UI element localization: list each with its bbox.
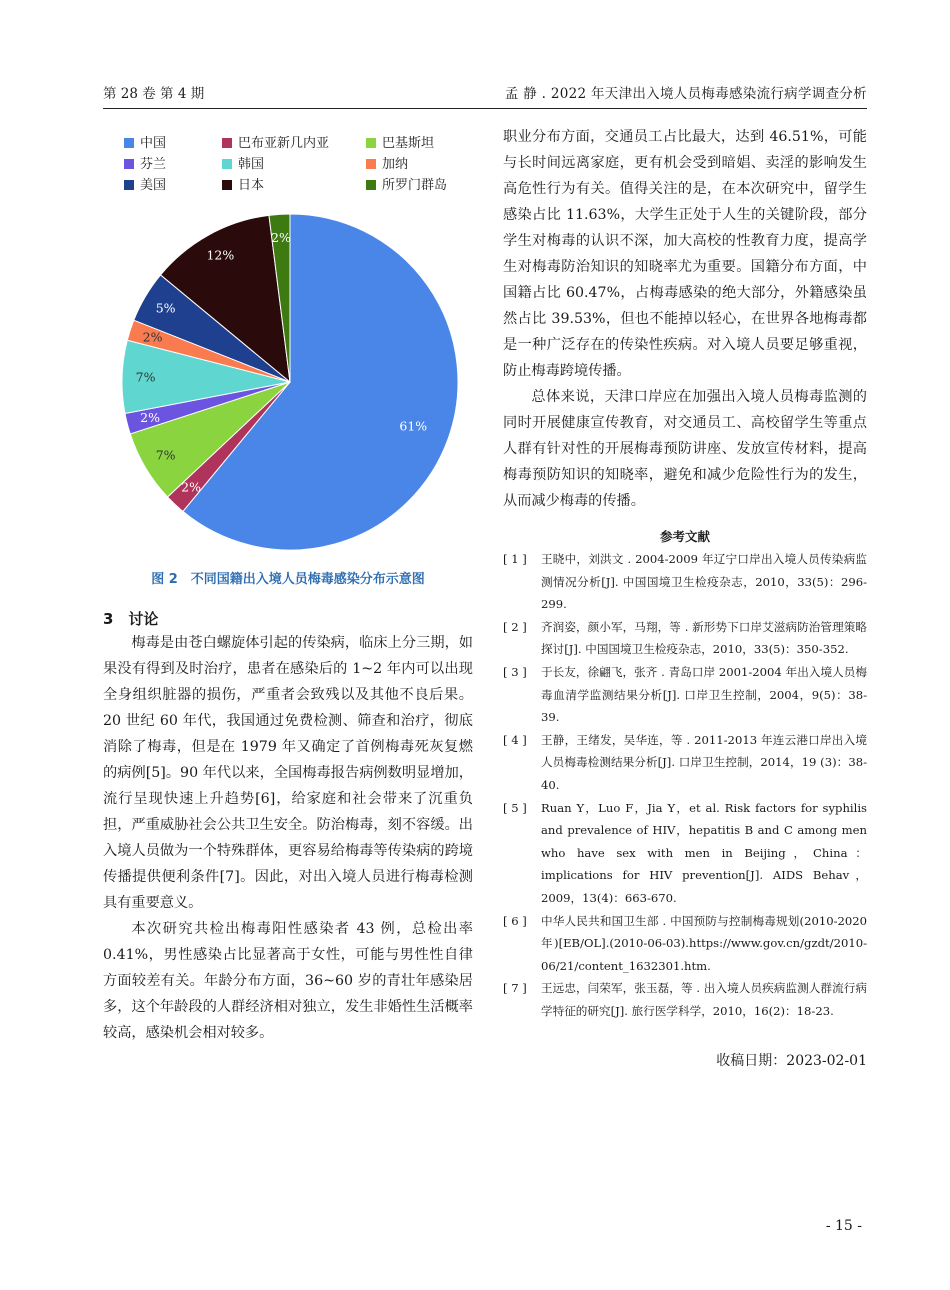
figure-caption: 图 2 不同国籍出入境人员梅毒感染分布示意图 xyxy=(151,572,425,587)
journal-volume-issue: 第 28 卷 第 4 期 xyxy=(103,86,205,102)
reference-item xyxy=(503,910,867,978)
legend-swatch xyxy=(124,159,134,169)
legend-label: 巴布亚新几内亚 xyxy=(238,136,330,151)
legend-item-png xyxy=(222,133,329,155)
reference-text: 中华人民共和国卫生部 . 中国预防与控制梅毒规划(2010-2020 年)[EB/OL].(2010-06-03).https://www.gov.cn/gzdt/2010-06/21/content_1632301.htm. xyxy=(541,913,867,973)
legend-swatch xyxy=(222,180,232,190)
reference-item xyxy=(503,729,867,797)
legend-item-ghana xyxy=(366,154,408,176)
reference-number: [ 4 ] xyxy=(503,732,527,747)
legend-swatch xyxy=(124,180,134,190)
pie-data-label-3: 2% xyxy=(140,409,160,425)
legend-label: 巴基斯坦 xyxy=(382,136,435,151)
legend-label: 芬兰 xyxy=(140,157,167,172)
paragraph: 本次研究共检出梅毒阳性感染者 43 例，总检出率 0.41%，男性感染占比显著高于女性，可能与男性性自律方面较差有关。年龄分布方面，36~60 岁的青壮年感染居多，这个年龄段的人群经济相对独立，发生非婚性生活概率较高，感染机会相对较多。 xyxy=(103,921,473,1041)
reference-number: [ 6 ] xyxy=(503,913,527,928)
reference-number: [ 2 ] xyxy=(503,619,527,634)
pie-data-label-8: 2% xyxy=(271,229,291,245)
received-date: 收稿日期：2023-02-01 xyxy=(716,1053,867,1069)
pie-data-label-4: 7% xyxy=(135,369,156,385)
paragraph: 总体来说，天津口岸应在加强出入境人员梅毒监测的同时开展健康宣传教育，对交通员工、高校留学生等重点人群有针对性的开展梅毒预防讲座、发放宣传材料，提高梅毒预防知识的知晓率，避免和减少危险性行为的发生，从而减少梅毒的传播。 xyxy=(503,389,867,509)
legend-swatch xyxy=(366,180,376,190)
legend-item-solomon xyxy=(366,175,447,197)
reference-number: [ 3 ] xyxy=(503,664,527,679)
reference-list xyxy=(503,548,867,1022)
header-rule xyxy=(103,108,867,109)
reference-text: 王静，王绪发，吴华连，等 . 2011-2013 年连云港口岸出入境人员梅毒检测结果分析[J]. 口岸卫生控制，2014，19 (3)：38-40. xyxy=(541,732,867,792)
legend-swatch xyxy=(222,159,232,169)
paragraph: 职业分布方面，交通员工占比最大，达到 46.51%，可能与长时间远离家庭，更有机会受到暗娼、卖淫的影响发生高危性行为有关。值得关注的是，在本次研究中，留学生感染占比 11.63%，大学生正处于人生的关键阶段，部分学生对梅毒的认识不深，加大高校的性教育力度，提高学生对梅毒防治知识的知晓率尤为重要。国籍分布方面，中国籍占比 60.47%，占梅毒感染的绝大部分，外籍感染虽然占比 39.53%，但也不能掉以轻心，在世界各地梅毒都是一种广泛存在的传染性疾病。对入境人员要足够重视，防止梅毒跨境传播。 xyxy=(503,129,867,379)
legend-swatch xyxy=(222,138,232,148)
reference-item xyxy=(503,616,867,661)
legend-label: 加纳 xyxy=(382,157,409,172)
legend-item-japan xyxy=(222,175,264,197)
pie-data-label-6: 5% xyxy=(155,300,176,316)
legend-label: 日本 xyxy=(238,178,265,193)
reference-text: 王远忠，闫荣军，张玉磊，等 . 出入境人员疾病监测人群流行病学特征的研究[J]. 旅行医学科学，2010，16(2)：18-23. xyxy=(541,981,867,1018)
legend-item-pakistan xyxy=(366,133,434,155)
running-header xyxy=(103,82,867,104)
reference-item xyxy=(503,977,867,1022)
legend-item-finland xyxy=(124,154,166,176)
reference-item xyxy=(503,548,867,616)
legend-item-korea xyxy=(222,154,264,176)
references-heading: 参考文献 xyxy=(659,529,710,544)
legend-label: 美国 xyxy=(140,178,167,193)
legend-item-usa xyxy=(124,175,166,197)
reference-number: [ 5 ] xyxy=(503,800,527,815)
right-column-body xyxy=(503,124,867,514)
page-number: - 15 - xyxy=(825,1218,862,1234)
legend-label: 中国 xyxy=(140,136,167,151)
reference-text: 齐润姿，颜小军，马翔，等 . 新形势下口岸艾滋病防治管理策略探讨[J]. 中国国境卫生检疫杂志，2010，33(5)：350-352. xyxy=(541,619,867,657)
pie-data-label-2: 7% xyxy=(155,447,176,463)
reference-text: 于长友，徐翩飞，张齐 . 青岛口岸 2001-2004 年出入境人员梅毒血清学监测结果分析[J]. 口岸卫生控制，2004，9(5)：38-39. xyxy=(541,664,867,725)
legend-swatch xyxy=(366,159,376,169)
reference-number: [ 1 ] xyxy=(503,552,527,566)
reference-item xyxy=(503,797,867,910)
paragraph: 梅毒是由苍白螺旋体引起的传染病，临床上分三期，如果没有得到及时治疗，患者在感染后的 1~2 年内可以出现全身组织脏器的损伤，严重者会致残以及其他不良后果。20 世纪 60 年代，我国通过免费检测、筛查和治疗，彻底消除了梅毒，但是在 1979 年又确定了首例梅毒死灰复燃的病例[5]。90 年代以来，全国梅毒报告病例数明显增加，流行呈现快速上升趋势[6]，给家庭和社会带来了沉重负担，严重威胁社会公共卫生安全。防治梅毒，刻不容缓。出入境人员做为一个特殊群体，更容易给梅毒等传染病的跨境传播提供便利条件[7]。因此，对出入境人员进行梅毒检测具有重要意义。 xyxy=(103,635,473,911)
reference-item xyxy=(503,661,867,729)
left-column-body xyxy=(103,630,473,1046)
article-running-title: 孟 静 . 2022 年天津出入境人员梅毒感染流行病学调查分析 xyxy=(504,86,867,102)
reference-text: 王晓中，刘洪文 . 2004-2009 年辽宁口岸出入境人员传染病监测情况分析[J]. 中国国境卫生检疫杂志，2010，33(5)：296-299. xyxy=(541,552,867,612)
pie-data-label-1: 2% xyxy=(181,479,202,495)
pie-data-label-0: 61% xyxy=(399,418,428,434)
legend-label: 所罗门群岛 xyxy=(382,178,448,193)
legend-swatch xyxy=(124,138,134,148)
nationality-pie-chart xyxy=(110,200,470,560)
pie-data-label-5: 2% xyxy=(142,329,163,345)
reference-number: [ 7 ] xyxy=(503,981,527,996)
legend-swatch xyxy=(366,138,376,148)
section-heading: 3 讨论 xyxy=(103,610,159,628)
legend-label: 韩国 xyxy=(238,157,265,172)
legend-item-china xyxy=(124,133,166,155)
reference-text: Ruan Y，Luo F，Jia Y，et al. Risk factors for syphilis and prevalence of HIV，hepatitis B and C among men who have sex with men in Beijing，China：implications for HIV prevention[J]. AIDS Behav，2009，13(4)：663-670. xyxy=(541,800,867,905)
pie-data-label-7: 12% xyxy=(206,247,235,263)
